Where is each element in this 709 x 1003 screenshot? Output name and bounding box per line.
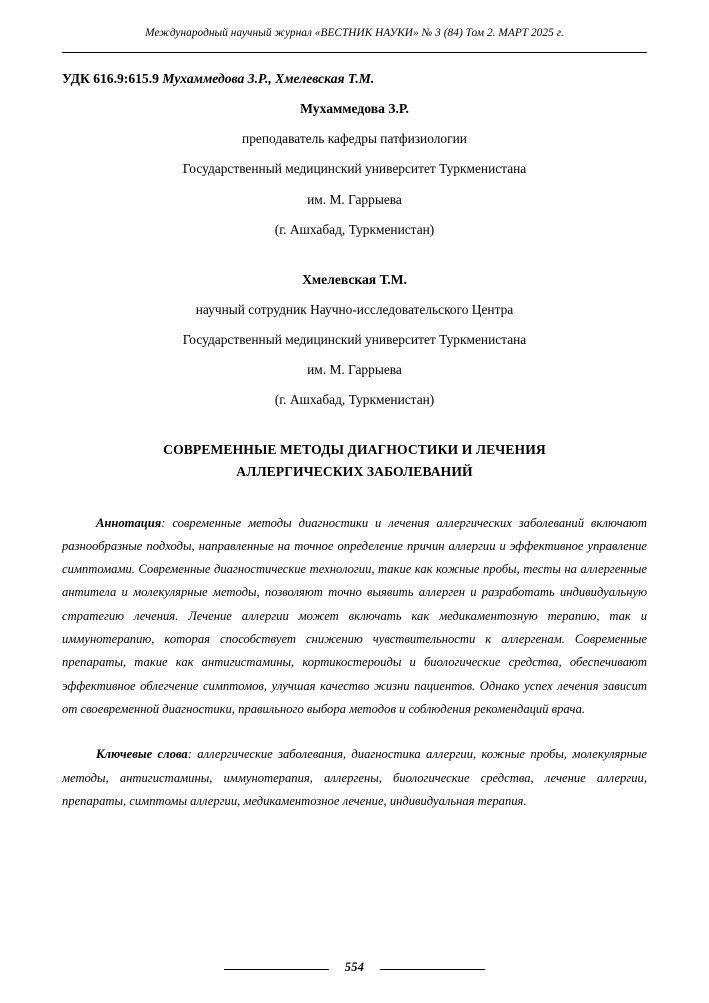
- author-1-affiliation-line-2: Государственный медицинский университет Туркменистана: [182, 161, 527, 177]
- author-2-name: Хмелевская Т.М.: [302, 271, 407, 287]
- footer-rule-right: [380, 969, 485, 970]
- author-1-affiliation-line-1: преподаватель кафедры патфизиологии: [242, 131, 467, 147]
- paper-title-line-2: АЛЛЕРГИЧЕСКИХ ЗАБОЛЕВАНИЙ: [236, 463, 473, 479]
- keywords-label: Ключевые слова: [96, 747, 188, 762]
- author-2-affiliation-line-4: (г. Ашхабад, Туркменистан): [274, 392, 435, 408]
- page-footer: [0, 960, 709, 975]
- running-head: Международный научный журнал «ВЕСТНИК НАУКИ» № 3 (84) Том 2. МАРТ 2025 г.: [145, 27, 564, 39]
- abstract-paragraph: [62, 512, 647, 722]
- header-divider: [62, 52, 647, 53]
- udk-line: [62, 70, 647, 88]
- author-block-spacer: [62, 239, 647, 259]
- keywords-paragraph: [62, 743, 647, 813]
- author-1-name: Мухаммедова З.Р.: [300, 101, 409, 117]
- author-1-affiliation-line-4: (г. Ашхабад, Туркменистан): [274, 221, 435, 237]
- abstract-text: : современные методы диагностики и лечения аллергических заболеваний включают разнообразные подходы, направленные на точное определение причин аллергии и эффективное управление симптомами. Современные диагностические технологии, такие как кожные пробы, тесты на аллергенные антитела и молекулярные методы, позволяют точно выявить аллерген и разработать индивидуальную стратегию лечения. Лечение аллергии может включать как медикаментозную терапию, так и иммунотерапию, которая способствует снижению чувствительности к аллергенам. Современные препараты, такие как антигистамины, кортикостероиды и биологические средства, обеспечивают эффективное облегчение симптомов, улучшая качество жизни пациентов. Однако успех лечения зависит от своевременной диагностики, правильного выбора методов и соблюдения рекомендаций врача.: [62, 515, 647, 716]
- page-number: 554: [344, 960, 365, 974]
- author-2-affiliation-line-1: научный сотрудник Научно-исследовательского Центра: [195, 302, 514, 318]
- author-2-affiliation-line-3: им. М. Гаррыева: [307, 362, 402, 378]
- abstract-label: Аннотация: [96, 515, 162, 530]
- author-2-affiliation-line-2: Государственный медицинский университет Туркменистана: [182, 332, 527, 348]
- author-1-affiliation-line-3: им. М. Гаррыева: [307, 191, 402, 207]
- udk-authors: Мухаммедова З.Р., Хмелевская Т.М.: [162, 70, 375, 86]
- page-title: [62, 439, 647, 481]
- paper-title-line-1: СОВРЕМЕННЫЕ МЕТОДЫ ДИАГНОСТИКИ И ЛЕЧЕНИЯ: [163, 442, 546, 458]
- keywords-text: : аллергические заболевания, диагностика аллергии, кожные пробы, молекулярные методы, антигистамины, иммунотерапия, аллергены, биологические средства, лечение аллергии, препараты, симптомы аллергии, медикаментозное лечение, индивидуальная терапия.: [62, 747, 647, 808]
- udk-code: УДК 616.9:615.9: [62, 70, 159, 86]
- footer-rule-left: [224, 969, 329, 970]
